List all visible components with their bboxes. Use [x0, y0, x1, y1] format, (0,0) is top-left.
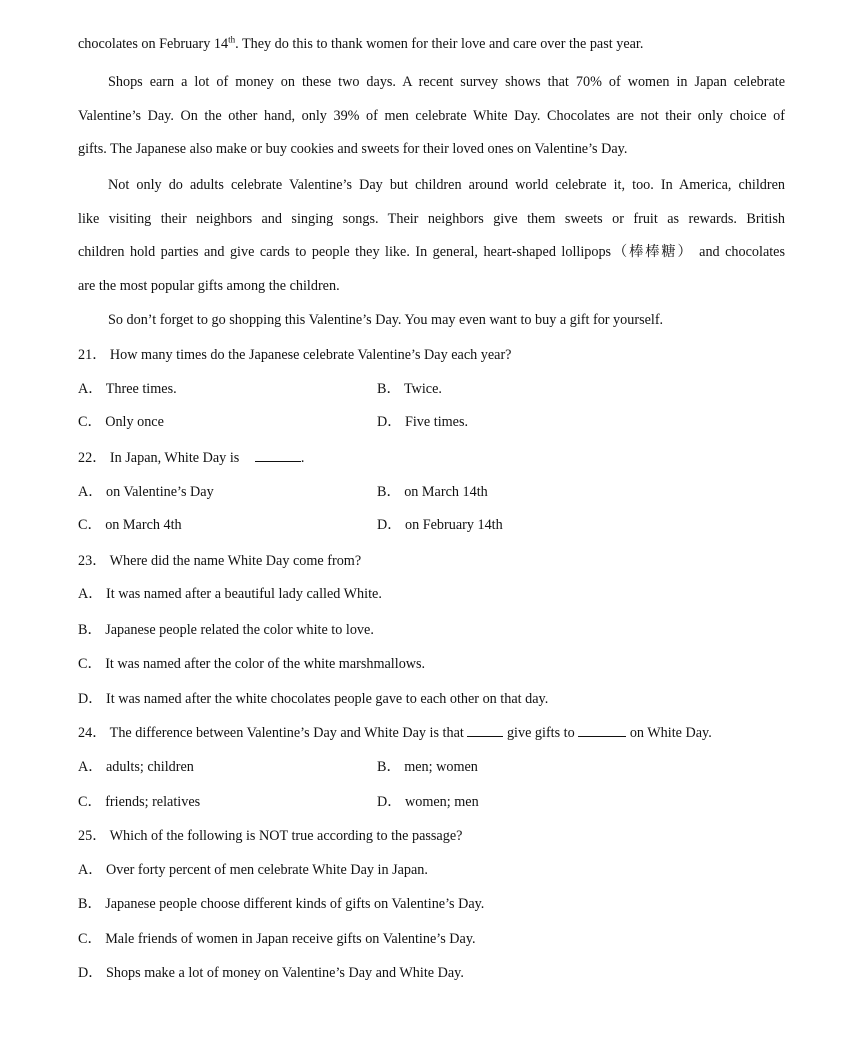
- answer-blank: [467, 724, 503, 737]
- question-22-stem-text: 22． In Japan, White Day is: [78, 450, 243, 466]
- question-25-option-c: C． Male friends of women in Japan receive gifts on Valentine’s Day.: [78, 931, 476, 947]
- question-23-option-d: D． It was named after the white chocolates people gave to each other on that day.: [78, 691, 549, 707]
- question-25-option-d: D． Shops make a lot of money on Valentine’s Day and White Day.: [78, 965, 464, 981]
- question-22-option-b: B． on March 14th: [377, 484, 488, 500]
- passage-text: chocolates on February 14: [78, 36, 229, 52]
- question-24-option-c: C． friends; relatives: [78, 794, 201, 810]
- passage-p2-line1: Not only do adults celebrate Valentine’s Day but children around world celebrate it, too. In America, children: [108, 177, 785, 193]
- question-21-stem: 21． How many times do the Japanese celebrate Valentine’s Day each year?: [78, 347, 512, 363]
- passage-p3: So don’t forget to go shopping this Valentine’s Day. You may even want to buy a gift for yourself.: [108, 312, 664, 328]
- question-24-stem-text: on White Day.: [626, 725, 712, 741]
- question-24-option-a: A． adults; children: [78, 759, 194, 775]
- question-22-option-a: A． on Valentine’s Day: [78, 484, 214, 500]
- passage-line-0: [78, 35, 785, 53]
- question-22-stem-end: .: [300, 450, 305, 466]
- answer-blank: [578, 724, 626, 737]
- answer-blank: [255, 449, 301, 462]
- question-24-stem-text: 24． The difference between Valentine’s Day and White Day is that: [78, 725, 468, 741]
- question-21-option-b: B． Twice.: [377, 381, 442, 397]
- question-24-stem: [78, 724, 785, 742]
- question-22-stem: [78, 449, 785, 467]
- passage-p2-line3: children hold parties and give cards to people they like. In general, heart-shaped lollipops（棒棒糖） and chocolates: [78, 244, 785, 260]
- question-21-option-d: D． Five times.: [377, 414, 469, 430]
- question-23-option-a: A． It was named after a beautiful lady called White.: [78, 586, 382, 602]
- passage-p1-line3: gifts. The Japanese also make or buy cookies and sweets for their loved ones on Valentine’s Day.: [78, 141, 628, 157]
- passage-p1-line2: Valentine’s Day. On the other hand, only 39% of men celebrate White Day. Chocolates are not their only choice of: [78, 108, 785, 124]
- passage-text: . They do this to thank women for their love and care over the past year.: [235, 36, 644, 52]
- question-25-stem: 25． Which of the following is NOT true according to the passage?: [78, 828, 463, 844]
- question-24-option-b: B． men; women: [377, 759, 478, 775]
- question-24-option-d: D． women; men: [377, 794, 479, 810]
- question-25-option-a: A． Over forty percent of men celebrate White Day in Japan.: [78, 862, 428, 878]
- question-22-option-c: C． on March 4th: [78, 517, 182, 533]
- passage-p2-line4: are the most popular gifts among the children.: [78, 278, 340, 294]
- passage-p1-line1: Shops earn a lot of money on these two days. A recent survey shows that 70% of women in Japan celebrate: [108, 74, 785, 90]
- question-23-option-c: C． It was named after the color of the white marshmallows.: [78, 656, 426, 672]
- question-23-option-b: B． Japanese people related the color white to love.: [78, 622, 374, 638]
- question-24-stem-text: give gifts to: [503, 725, 579, 741]
- question-22-option-d: D． on February 14th: [377, 517, 503, 533]
- passage-p2-line2: like visiting their neighbors and singing songs. Their neighbors give them sweets or fruit as rewards. British: [78, 211, 785, 227]
- question-23-stem: 23． Where did the name White Day come from?: [78, 553, 362, 569]
- superscript: th: [228, 34, 236, 45]
- question-21-option-c: C． Only once: [78, 414, 164, 430]
- question-21-option-a: A． Three times.: [78, 381, 177, 397]
- question-25-option-b: B． Japanese people choose different kinds of gifts on Valentine’s Day.: [78, 896, 485, 912]
